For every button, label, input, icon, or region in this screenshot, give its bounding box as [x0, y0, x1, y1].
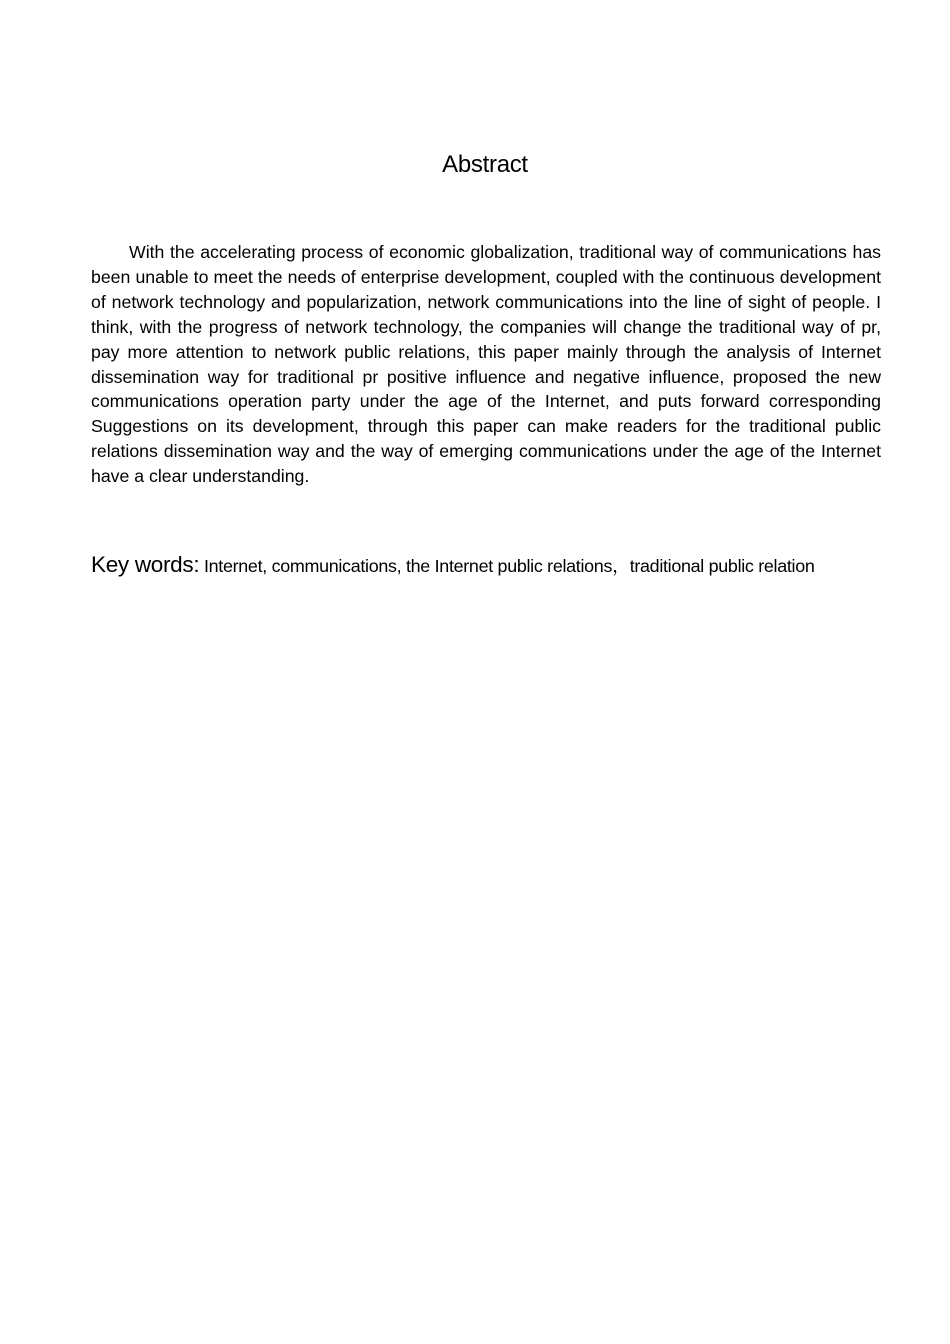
keywords-line	[91, 550, 891, 583]
abstract-title: Abstract	[442, 151, 528, 178]
abstract-body: With the accelerating process of economic globalization, traditional way of communications has been unable to meet the needs of enterprise development, coupled with the continuous development of network technology and popularization, network communications into the line of sight of people. I think, with the progress of network technology, the companies will change the traditional way of pr, pay more attention to network public relations, this paper mainly through the analysis of Internet dissemination way for traditional pr positive influence and negative influence, proposed the new communications operation party under the age of the Internet, and puts forward corresponding Suggestions on its development, through this paper can make readers for the traditional public relations dissemination way and the way of emerging communications under the age of the Internet have a clear understanding.	[91, 242, 881, 487]
keywords-values: Internet, communications, the Internet public relations，traditional public relation	[199, 556, 815, 576]
keywords-label: Key words:	[91, 552, 200, 577]
